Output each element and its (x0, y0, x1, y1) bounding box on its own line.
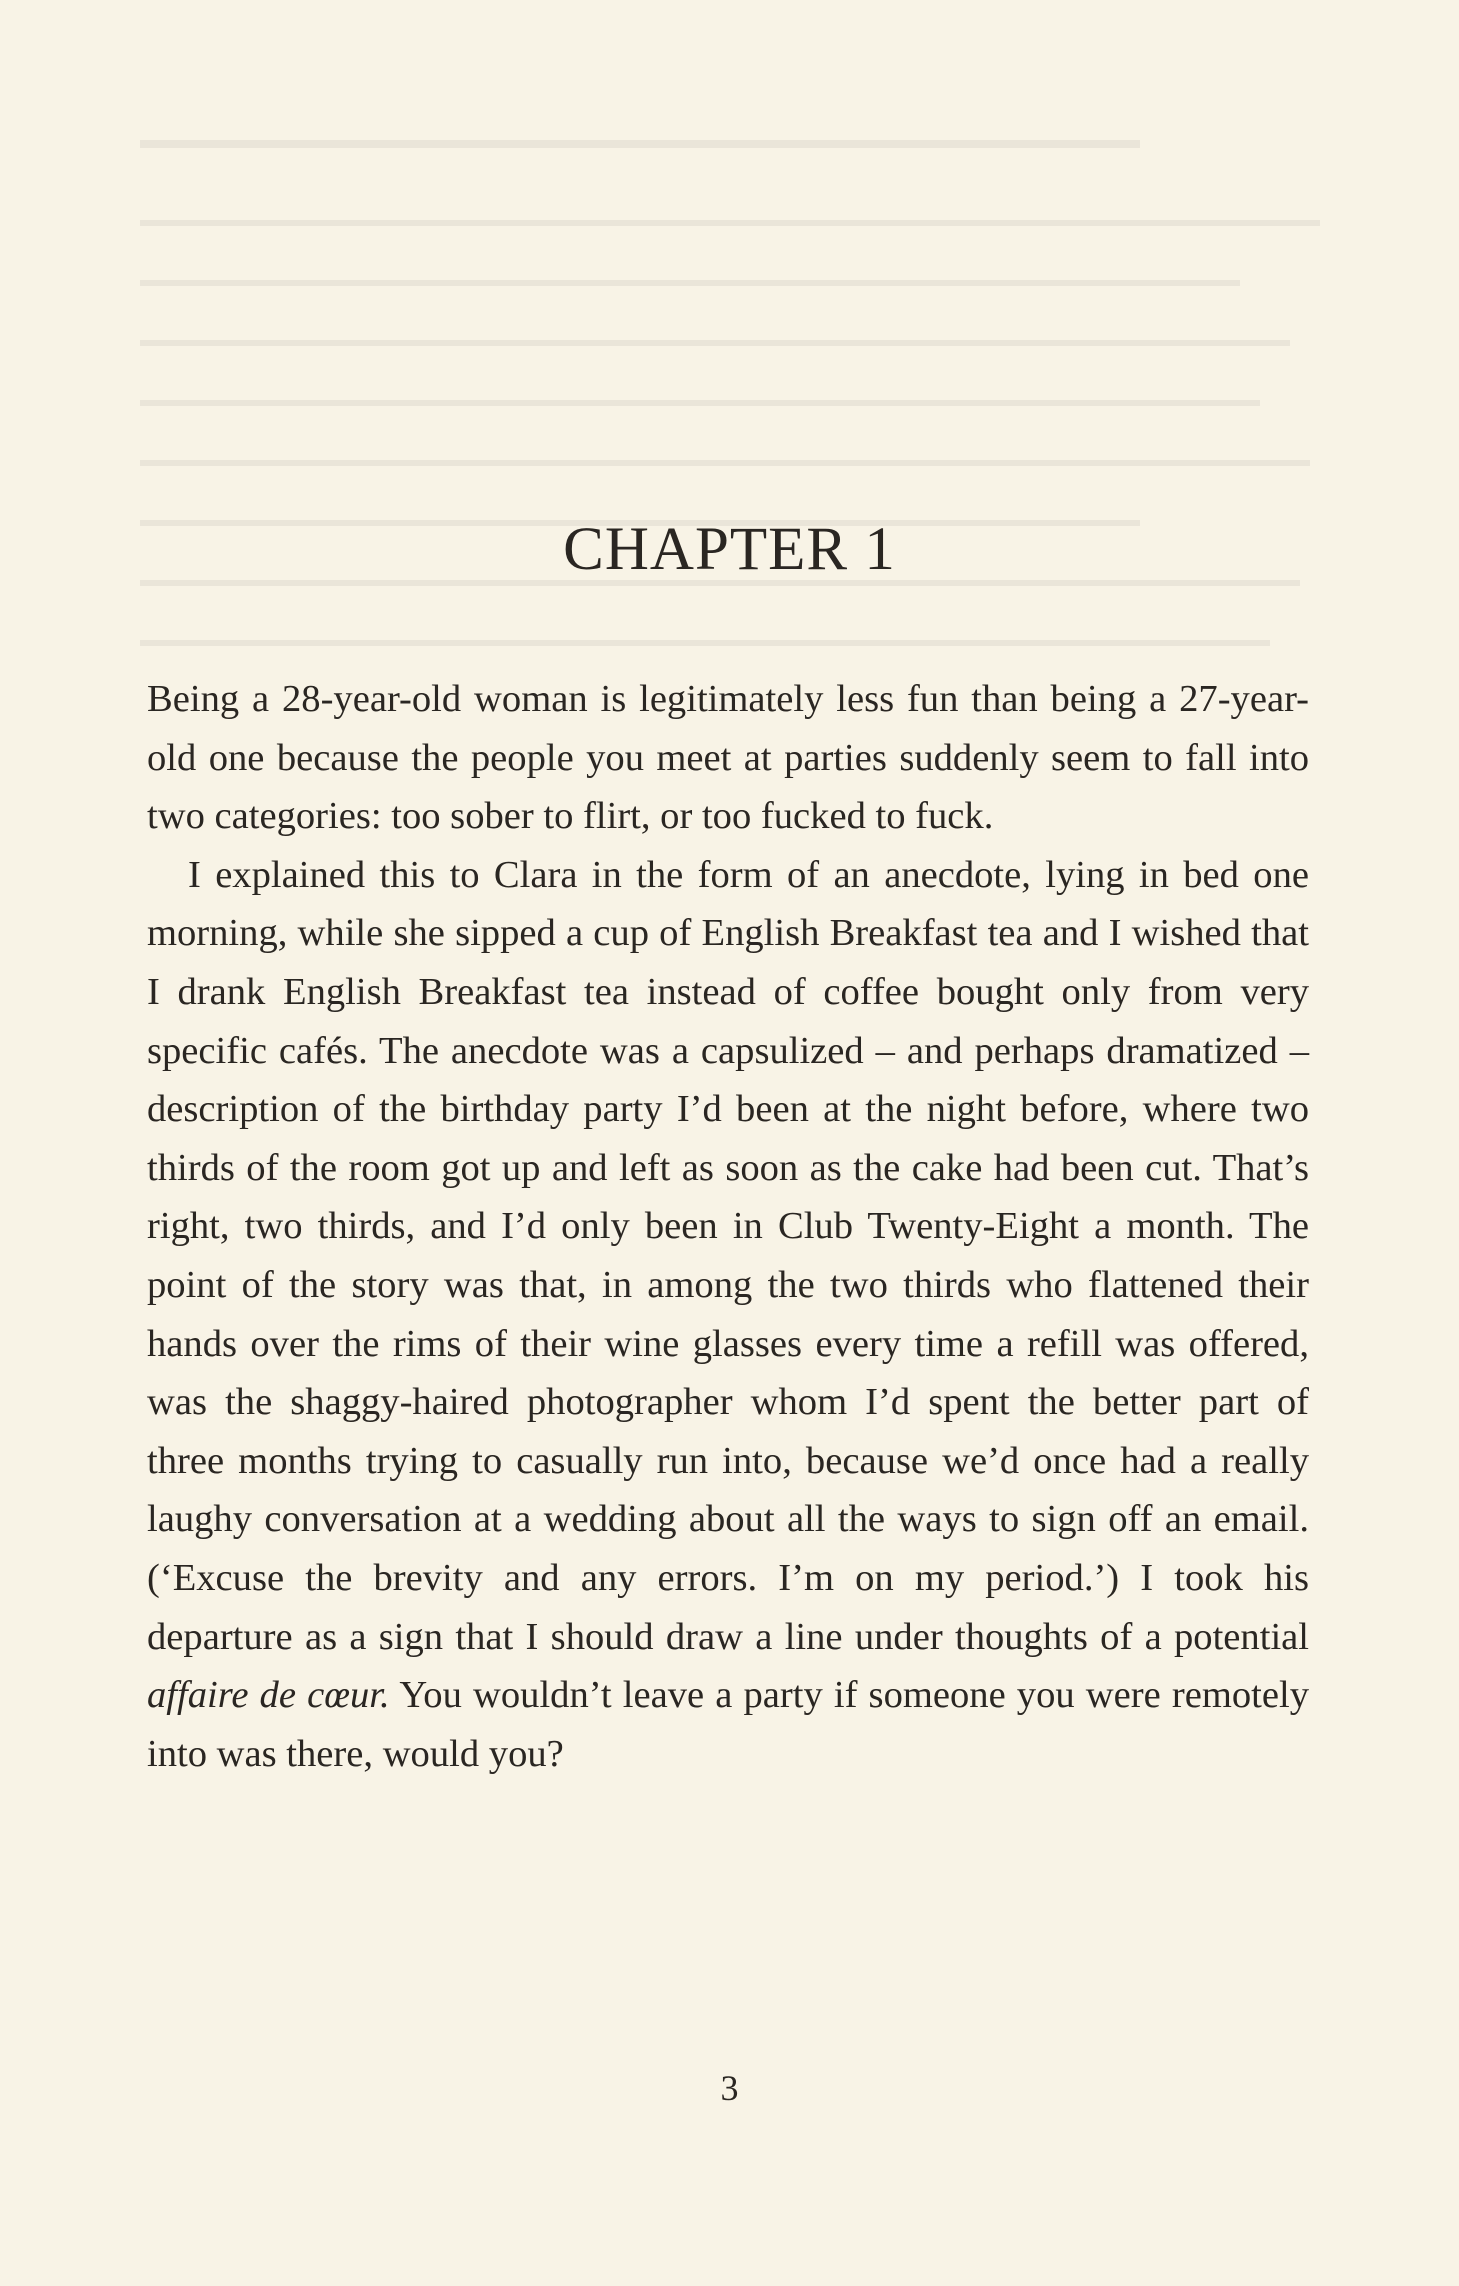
paragraph-2 (147, 846, 1309, 1784)
page-number: 3 (720, 2068, 739, 2108)
chapter-title: CHAPTER 1 (563, 516, 896, 583)
paragraph-1: Being a 28-year-old woman is legitimately less fun than being a 27-year-old one because the people you meet at parties suddenly seem to fall into two categories: too sober to flirt, or too fucked to fuck. (147, 678, 1309, 838)
paragraph-2-text: I explained this to Clara in the form of an anecdote, lying in bed one morning, while she sipped a cup of English Breakfast tea and I wished that I drank English Breakfast tea instead of coffee bought only from very specific cafés. The anecdote was a capsulized – and perhaps dramatized – description of the birthday party I’d been at the night before, where two thirds of the room got up and left as soon as the cake had been cut. That’s right, two thirds, and I’d only been in Club Twenty-Eight a month. The point of the story was that, in among the two thirds who flattened their hands over the rims of their wine glasses every time a refill was offered, was the shaggy-haired photographer whom I’d spent the better part of three months trying to casually run into, because we’d once had a really laughy conversation at a wedding about all the ways to sign off an email. (‘Excuse the brevity and any errors. I’m on my period.’) I took his departure as a sign that I should draw a line under thoughts of a potential (147, 853, 1309, 1658)
paragraph-2-italic-phrase: affaire de cœur. (147, 1674, 390, 1717)
paragraph-2-ending: You wouldn’t leave a party if someone you were remotely into was there, would you? (147, 1674, 1309, 1775)
chapter-body (147, 670, 1309, 1783)
